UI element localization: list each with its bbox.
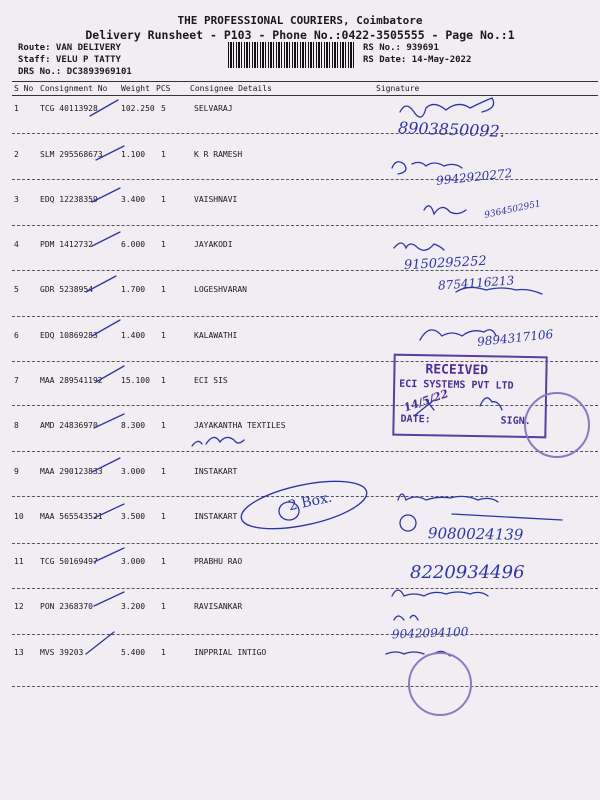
handwritten-phone: 9364502951	[483, 199, 542, 221]
col-signature: Signature	[376, 84, 420, 93]
row-pcs: 1	[161, 240, 166, 249]
strike-through	[452, 514, 562, 520]
row-pcs: 1	[161, 150, 166, 159]
handwritten-phone: 8903850092.	[397, 118, 506, 141]
row-weight: 6.000	[121, 240, 146, 249]
row-consignee: INPPRIAL INTIGO	[194, 648, 267, 657]
row-pcs: 1	[161, 421, 166, 430]
row-sno: 8	[14, 421, 19, 430]
row-consignee: JAYAKANTHA TEXTILES	[194, 421, 286, 430]
row-consignee: INSTAKART	[194, 467, 238, 476]
tick-mark	[92, 320, 120, 336]
row-pcs: 1	[161, 467, 166, 476]
signature-scribble	[424, 206, 466, 214]
row-weight: 15.100	[121, 376, 150, 385]
handwritten-phone: 9042094100	[391, 624, 469, 642]
row-consignment: PDM 1412732	[40, 240, 93, 249]
tick-mark	[92, 188, 120, 202]
row-sno: 6	[14, 331, 19, 340]
row-weight: 3.200	[121, 602, 146, 611]
circled-digit	[400, 515, 416, 531]
row-consignment: SLM 295568673	[40, 150, 103, 159]
row-consignment: PON 2368370	[40, 602, 93, 611]
row-consignment: MAA 289541192	[40, 376, 103, 385]
row-consignee: LOGESHVARAN	[194, 285, 247, 294]
rs-date: RS Date: 14-May-2022	[363, 55, 472, 65]
handwritten-phone: 9080024139	[427, 524, 524, 544]
row-sno: 13	[14, 648, 24, 657]
row-pcs: 1	[161, 376, 166, 385]
round-seal	[408, 652, 472, 716]
row-pcs: 5	[161, 104, 166, 113]
staff-label: Staff: VELU P TATTY	[18, 55, 121, 65]
row-weight: 1.100	[121, 150, 146, 159]
tick-mark	[92, 458, 120, 472]
row-weight: 3.000	[121, 557, 146, 566]
row-consignment: EDQ 12238359	[40, 195, 98, 204]
tick-mark	[96, 366, 124, 382]
row-sno: 7	[14, 376, 19, 385]
row-pcs: 1	[161, 512, 166, 521]
col-consignment: Consignment No	[40, 84, 108, 93]
row-sno: 12	[14, 602, 24, 611]
tick-mark	[94, 548, 124, 562]
tick-mark	[94, 592, 124, 606]
row-consignee: K R RAMESH	[194, 150, 243, 159]
row-consignment: EDQ 10869283	[40, 331, 98, 340]
row-consignee: RAVISANKAR	[194, 602, 243, 611]
row-weight: 3.000	[121, 467, 146, 476]
row-sno: 1	[14, 104, 19, 113]
row-consignee: ECI SIS	[194, 376, 228, 385]
row-consignee: VAISHNAVI	[194, 195, 238, 204]
row-consignment: MAA 290123833	[40, 467, 103, 476]
route-label: Route: VAN DELIVERY	[18, 43, 121, 53]
col-sno: S No	[14, 84, 34, 93]
tick-mark	[94, 414, 124, 428]
row-weight: 1.400	[121, 331, 146, 340]
row-pcs: 1	[161, 557, 166, 566]
handwritten-phone: 9942920272	[435, 166, 513, 188]
col-pcs: PCS	[156, 84, 171, 93]
row-pcs: 1	[161, 648, 166, 657]
row-sno: 2	[14, 150, 19, 159]
row-sno: 4	[14, 240, 19, 249]
handwritten-phone: 9150295252	[403, 253, 488, 274]
signature-scribble	[394, 243, 444, 250]
row-sno: 9	[14, 467, 19, 476]
handwritten-phone: 8220934496	[410, 562, 525, 583]
drs-number: DRS No.: DC3893969101	[18, 67, 132, 77]
signature-scribble	[400, 98, 494, 117]
tick-mark	[94, 504, 124, 518]
signature-scribble	[392, 590, 488, 596]
col-consignee: Consignee Details	[190, 84, 272, 93]
stamp-sign-label: SIGN.	[500, 415, 531, 428]
handwritten-phone: 9894317106	[476, 327, 554, 349]
row-weight: 3.500	[121, 512, 146, 521]
row-consignment: GDR 5238954	[40, 285, 93, 294]
tick-mark	[86, 276, 116, 292]
row-pcs: 1	[161, 285, 166, 294]
row-consignment: MVS 39203	[40, 648, 84, 657]
tick-mark	[86, 632, 114, 654]
row-pcs: 1	[161, 195, 166, 204]
round-seal	[524, 392, 590, 458]
tick-mark	[92, 232, 120, 246]
company-title: THE PROFESSIONAL COURIERS, Coimbatore	[177, 14, 423, 27]
row-consignee: INSTAKART	[194, 512, 238, 521]
row-consignment: AMD 24836970	[40, 421, 98, 430]
row-sno: 3	[14, 195, 19, 204]
tick-mark	[96, 146, 124, 160]
row-consignment: TCG 40113928	[40, 104, 98, 113]
row-consignee: PRABHU RAO	[194, 557, 243, 566]
signature-scribble	[394, 615, 418, 620]
box-note: 2 Box.	[286, 489, 334, 515]
row-consignee: KALAWATHI	[194, 331, 238, 340]
row-sno: 10	[14, 512, 24, 521]
row-weight: 3.400	[121, 195, 146, 204]
stamp-received: RECEIVED	[425, 362, 489, 379]
row-consignment: TCG 50169497	[40, 557, 98, 566]
runsheet-subtitle: Delivery Runsheet - P103 - Phone No.:0422-3505555 - Page No.:1	[85, 28, 515, 42]
row-sno: 5	[14, 285, 19, 294]
signature-scribble	[398, 494, 498, 502]
signature-scribble	[192, 437, 244, 446]
row-sno: 11	[14, 557, 24, 566]
stamp-company: ECI SYSTEMS PVT LTD	[399, 378, 514, 392]
row-pcs: 1	[161, 602, 166, 611]
stamp-date-handwritten: 14/5/22	[402, 387, 451, 415]
rs-number: RS No.: 939691	[363, 43, 439, 53]
row-weight: 5.400	[121, 648, 146, 657]
row-weight: 102.250	[121, 104, 155, 113]
row-consignment: MAA 565543521	[40, 512, 103, 521]
row-consignee: SELVARAJ	[194, 104, 233, 113]
stamp-date-label: DATE:	[400, 413, 431, 426]
row-consignee: JAYAKODI	[194, 240, 233, 249]
col-weight: Weight	[121, 84, 150, 93]
row-pcs: 1	[161, 331, 166, 340]
handwritten-phone: 8754116213	[437, 273, 515, 293]
row-weight: 8.300	[121, 421, 146, 430]
tick-mark	[90, 100, 118, 116]
row-weight: 1.700	[121, 285, 146, 294]
